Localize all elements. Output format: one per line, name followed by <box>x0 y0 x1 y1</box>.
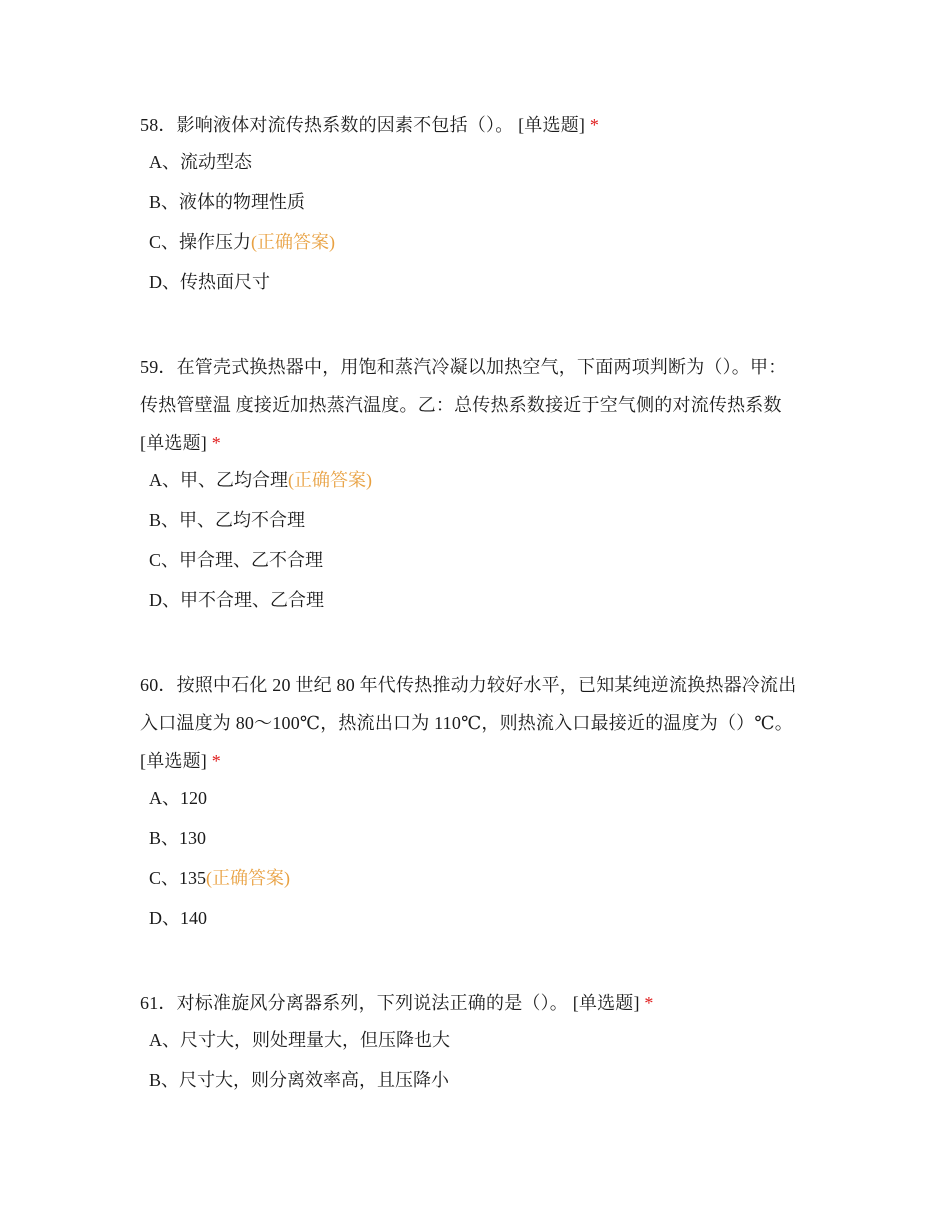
option-a[interactable] <box>140 150 820 174</box>
option-text: 流动型态 <box>180 152 252 172</box>
option-text: 甲、乙均合理 <box>180 470 288 490</box>
option-letter: A、 <box>149 788 180 808</box>
option-a[interactable] <box>140 1028 820 1052</box>
question-text-line2: 入口温度为 80～100℃，热流出口为 110℃，则热流入口最接近的温度为（）℃。 <box>140 713 793 733</box>
correct-answer-label: (正确答案) <box>288 470 372 490</box>
option-d[interactable] <box>140 270 820 294</box>
option-text: 甲、乙均不合理 <box>179 510 306 530</box>
question-type: [单选题] <box>140 433 207 453</box>
option-a[interactable] <box>140 786 820 810</box>
option-text: 130 <box>179 828 207 848</box>
option-text: 135 <box>179 868 207 888</box>
option-text: 尺寸大，则处理量大，但压降也大 <box>180 1030 450 1050</box>
option-b[interactable] <box>140 190 820 214</box>
question-59 <box>140 348 820 628</box>
option-d[interactable] <box>140 906 820 930</box>
option-a[interactable] <box>140 468 820 492</box>
question-type: [单选题] <box>518 115 586 135</box>
options-list <box>140 1028 820 1092</box>
option-b[interactable] <box>140 1068 820 1092</box>
question-text-line1: 59．在管壳式换热器中，用饱和蒸汽冷凝以加热空气，下面两项判断为（）。甲： <box>140 357 787 377</box>
option-c[interactable] <box>140 548 820 572</box>
options-list <box>140 468 820 612</box>
option-letter: C、 <box>149 868 180 888</box>
option-d[interactable] <box>140 588 820 612</box>
option-text: 甲不合理、乙合理 <box>180 590 324 610</box>
option-letter: C、 <box>149 232 180 252</box>
option-text: 尺寸大，则分离效率高，且压降小 <box>179 1070 450 1090</box>
question-title <box>140 984 820 1022</box>
question-text-line2: 传热管壁温 度接近加热蒸汽温度。乙：总传热系数接近于空气侧的对流传热系数 <box>140 395 782 415</box>
option-letter: B、 <box>149 1070 180 1090</box>
question-58 <box>140 106 820 310</box>
option-letter: A、 <box>149 1030 180 1050</box>
required-mark: * <box>644 993 654 1013</box>
required-mark: * <box>589 115 600 135</box>
option-text: 液体的物理性质 <box>179 192 306 212</box>
question-title <box>140 348 820 462</box>
required-mark: * <box>211 751 221 771</box>
correct-answer-label: (正确答案) <box>251 232 336 252</box>
option-letter: D、 <box>149 272 180 292</box>
option-text: 120 <box>180 788 207 808</box>
option-letter: D、 <box>149 590 180 610</box>
question-title <box>140 106 820 144</box>
question-title <box>140 666 820 780</box>
option-c[interactable] <box>140 866 820 890</box>
option-letter: C、 <box>149 550 180 570</box>
option-text: 操作压力 <box>179 232 252 252</box>
option-letter: A、 <box>149 470 180 490</box>
option-b[interactable] <box>140 508 820 532</box>
option-letter: B、 <box>149 192 180 212</box>
option-text: 甲合理、乙不合理 <box>179 550 324 570</box>
option-letter: A、 <box>149 152 180 172</box>
option-letter: B、 <box>149 828 180 848</box>
question-61 <box>140 984 820 1108</box>
option-b[interactable] <box>140 826 820 850</box>
option-text: 140 <box>180 908 207 928</box>
options-list <box>140 150 820 294</box>
question-text: 61．对标准旋风分离器系列，下列说法正确的是（）。 <box>140 993 568 1013</box>
correct-answer-label: (正确答案) <box>206 868 291 888</box>
question-type: [单选题] <box>140 751 207 771</box>
options-list <box>140 786 820 930</box>
required-mark: * <box>211 433 221 453</box>
question-60 <box>140 666 820 946</box>
option-text: 传热面尺寸 <box>180 272 270 292</box>
option-c[interactable] <box>140 230 820 254</box>
question-text-line1: 60．按照中石化 20 世纪 80 年代传热推动力较好水平，已知某纯逆流换热器冷流出 <box>140 675 797 695</box>
question-type: [单选题] <box>572 993 640 1013</box>
question-text: 58．影响液体对流传热系数的因素不包括（）。 <box>140 115 514 135</box>
option-letter: B、 <box>149 510 180 530</box>
option-letter: D、 <box>149 908 180 928</box>
